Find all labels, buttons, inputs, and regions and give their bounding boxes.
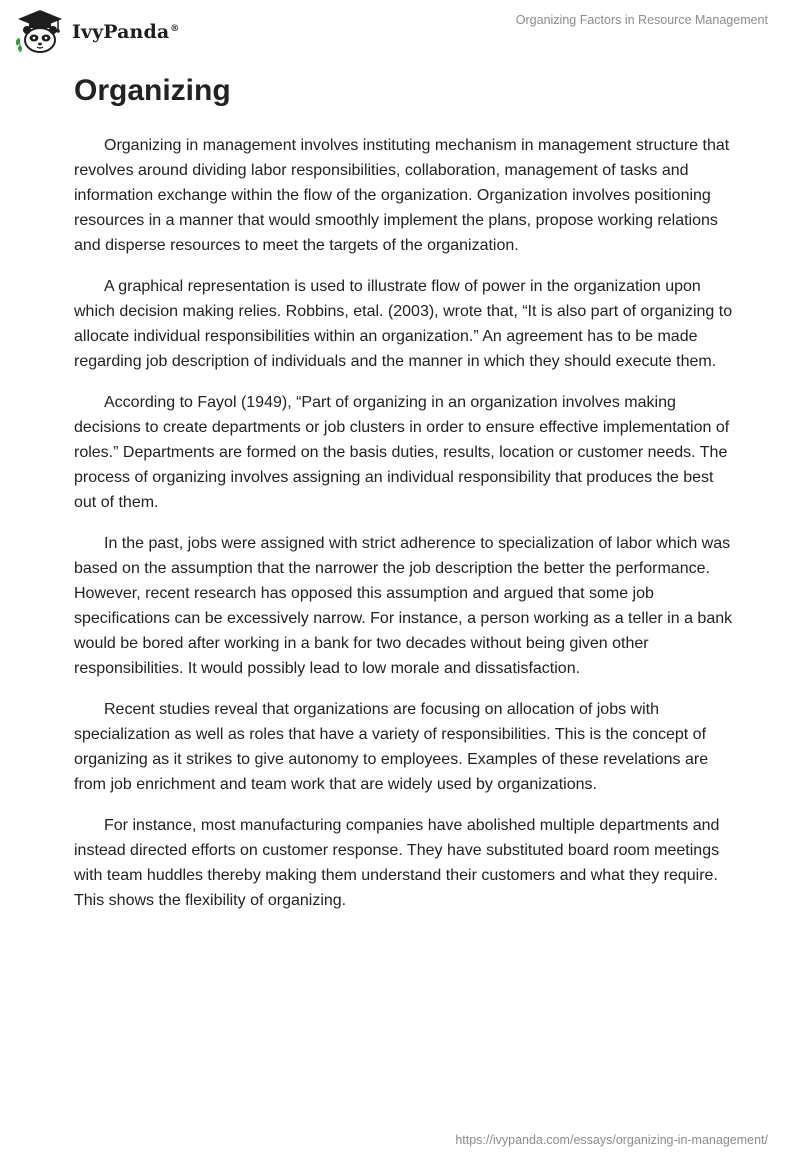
logo-wordmark [72, 21, 179, 43]
article-body [74, 133, 734, 929]
panda-graduation-cap-icon [14, 8, 66, 54]
paragraph: Recent studies reveal that organizations are focusing on allocation of jobs with specialization as well as roles that have a variety of responsibilities. This is the concept of organizing as it strikes to give autonomy to employees. Examples of these revelations are from job enrichment and team work that are widely used by organizations. [74, 701, 709, 793]
paragraph: For instance, most manufacturing companies have abolished multiple departments and instead directed efforts on customer response. They have substituted board room meetings with team huddles thereby making them understand their customers and what they require. This shows the flexibility of organizing. [74, 817, 720, 909]
registered-mark: ® [170, 23, 180, 34]
source-url[interactable]: https://ivypanda.com/essays/organizing-in-management/ [455, 1133, 768, 1147]
page-title: Organizing [74, 74, 231, 107]
page-header [0, 0, 800, 62]
logo-name: IvyPanda [72, 21, 170, 43]
paragraph: In the past, jobs were assigned with strict adherence to specialization of labor which was based on the assumption that the narrower the job description the better the performance. However, recent research has opposed this assumption and argued that some job specifications can be excessively narrow. For instance, a person working as a teller in a bank would be bored after working in a bank for two decades without being given other responsibilities. It would possibly lead to low morale and dissatisfaction. [74, 535, 733, 677]
running-title: Organizing Factors in Resource Management [515, 13, 768, 27]
paragraph: Organizing in management involves instituting mechanism in management structure that revolves around dividing labor responsibilities, collaboration, management of tasks and information exchange within the flow of the organization. Organization involves positioning resources in a manner that would smoothly implement the plans, propose working relations and disperse resources to meet the targets of the organization. [74, 137, 730, 254]
paragraph: A graphical representation is used to illustrate flow of power in the organization upon which decision making relies. Robbins, etal. (2003), wrote that, “It is also part of organizing to allocate individual responsibilities within an organization.” An agreement has to be made regarding job description of individuals and the manner in which they should execute them. [74, 278, 733, 370]
paragraph: According to Fayol (1949), “Part of organizing in an organization involves making decisions to create departments or job clusters in order to ensure effective implementation of roles.” Departments are formed on the basis duties, results, location or customer needs. The process of organizing involves assigning an individual responsibility that produces the best out of them. [74, 394, 730, 511]
ivypanda-logo[interactable] [14, 8, 179, 54]
